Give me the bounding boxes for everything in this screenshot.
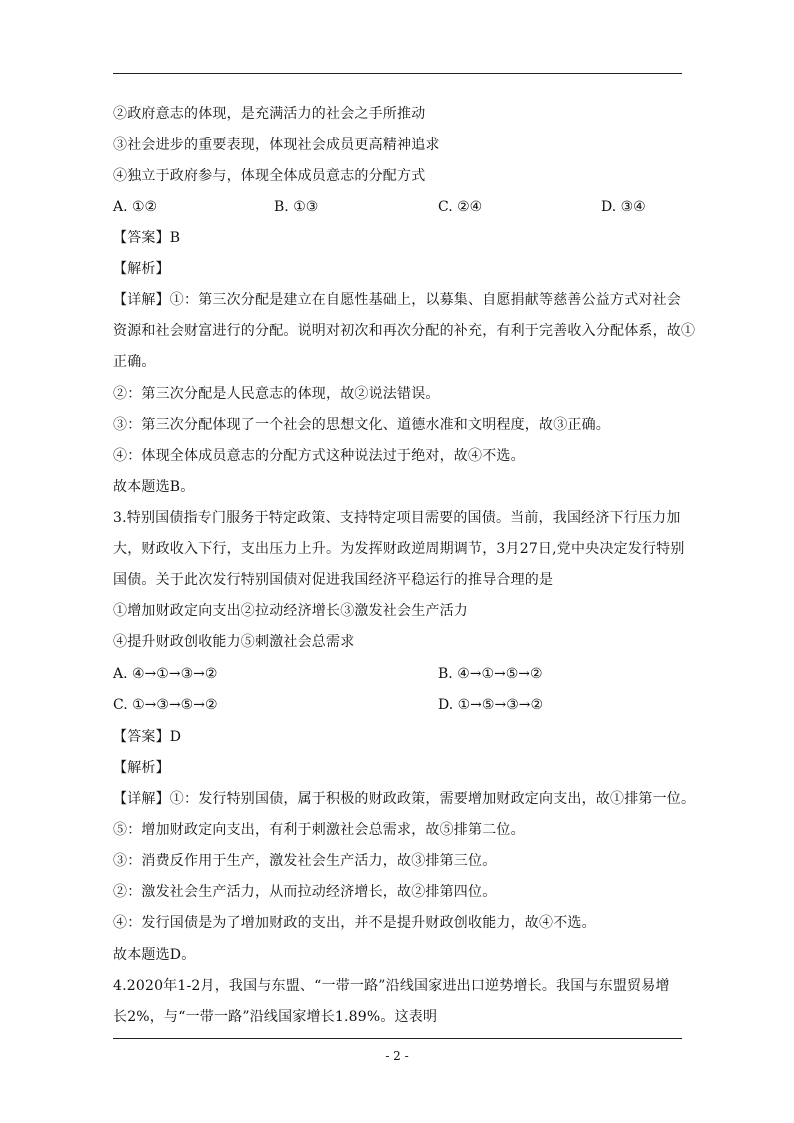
q3-stem-line: 大，财政收入下行，支出压力上升。为发挥财政逆周期调节，3月27日,党中央决定发行特别 (113, 541, 685, 557)
q2-detail-line: 资源和社会财富进行的分配。说明对初次和再次分配的补充，有利于完善收入分配体系，故① (113, 323, 696, 339)
q2-option-c: C. ②④ (438, 199, 483, 215)
statement-3: ③社会进步的重要表现，体现社会成员更高精神追求 (113, 137, 440, 153)
statement-4: ④独立于政府参与，体现全体成员意志的分配方式 (113, 168, 426, 184)
q3-conclusion: 故本题选D。 (113, 947, 196, 963)
q2-conclusion: 故本题选B。 (113, 479, 195, 495)
statement-2: ②政府意志的体现，是充满活力的社会之手所推动 (113, 106, 426, 122)
header-rule (113, 73, 682, 74)
q2-option-d: D. ③④ (601, 199, 646, 215)
q3-option-c: C. ①→③→⑤→② (113, 697, 218, 713)
q3-stem-line: 3.特别国债指专门服务于特定政策、支持特定项目需要的国债。当前，我国经济下行压力加 (113, 510, 681, 526)
q3-stem-line: ④提升财政创收能力⑤刺激社会总需求 (113, 634, 355, 650)
q2-detail-line: ②：第三次分配是人民意志的体现，故②说法错误。 (113, 386, 440, 402)
q2-answer: 【答案】B (113, 230, 181, 246)
q3-answer: 【答案】D (113, 729, 182, 745)
q2-detail-line: 正确。 (113, 354, 156, 370)
page-number: - 2 - (385, 1049, 409, 1063)
q3-option-b: B. ④→①→⑤→② (438, 666, 543, 682)
q3-detail-line: ②：激发社会生产活力，从而拉动经济增长，故②排第四位。 (113, 884, 497, 900)
q4-stem-line: 4.2020年1-2月，我国与东盟、“一带一路”沿线国家进出口逆势增长。我国与东盟贸易增 (113, 978, 670, 994)
q2-detail-line: 【详解】①：第三次分配是建立在自愿性基础上，以募集、自愿捐献等慈善公益方式对社会 (113, 292, 681, 308)
footer-rule (113, 1038, 682, 1039)
q3-stem-line: 国债。关于此次发行特别国债对促进我国经济平稳运行的推导合理的是 (113, 572, 554, 588)
q3-option-d: D. ①→⑤→③→② (438, 697, 544, 713)
q3-analysis-heading: 【解析】 (113, 760, 170, 776)
q3-stem-line: ①增加财政定向支出②拉动经济增长③激发社会生产活力 (113, 603, 468, 619)
q3-detail-line: ⑤：增加财政定向支出，有利于刺激社会总需求，故⑤排第二位。 (113, 822, 525, 838)
q3-detail-line: ③：消费反作用于生产，激发社会生产活力，故③排第三位。 (113, 853, 497, 869)
q2-detail-line: ③：第三次分配体现了一个社会的思想文化、道德水准和文明程度，故③正确。 (113, 417, 610, 433)
q2-option-a: A. ①② (113, 199, 158, 215)
q3-option-a: A. ④→①→③→② (113, 666, 218, 682)
q2-detail-line: ④：体现全体成员意志的分配方式这种说法过于绝对，故④不选。 (113, 448, 525, 464)
q3-detail-line: ④：发行国债是为了增加财政的支出，并不是提升财政创收能力，故④不选。 (113, 915, 596, 931)
q4-stem-line: 长2%，与“一带一路”沿线国家增长1.89%。这表明 (113, 1009, 438, 1025)
q3-detail-line: 【详解】①：发行特别国债，属于积极的财政政策，需要增加财政定向支出，故①排第一位。 (113, 791, 696, 807)
q2-analysis-heading: 【解析】 (113, 261, 170, 277)
q2-option-b: B. ①③ (274, 199, 319, 215)
